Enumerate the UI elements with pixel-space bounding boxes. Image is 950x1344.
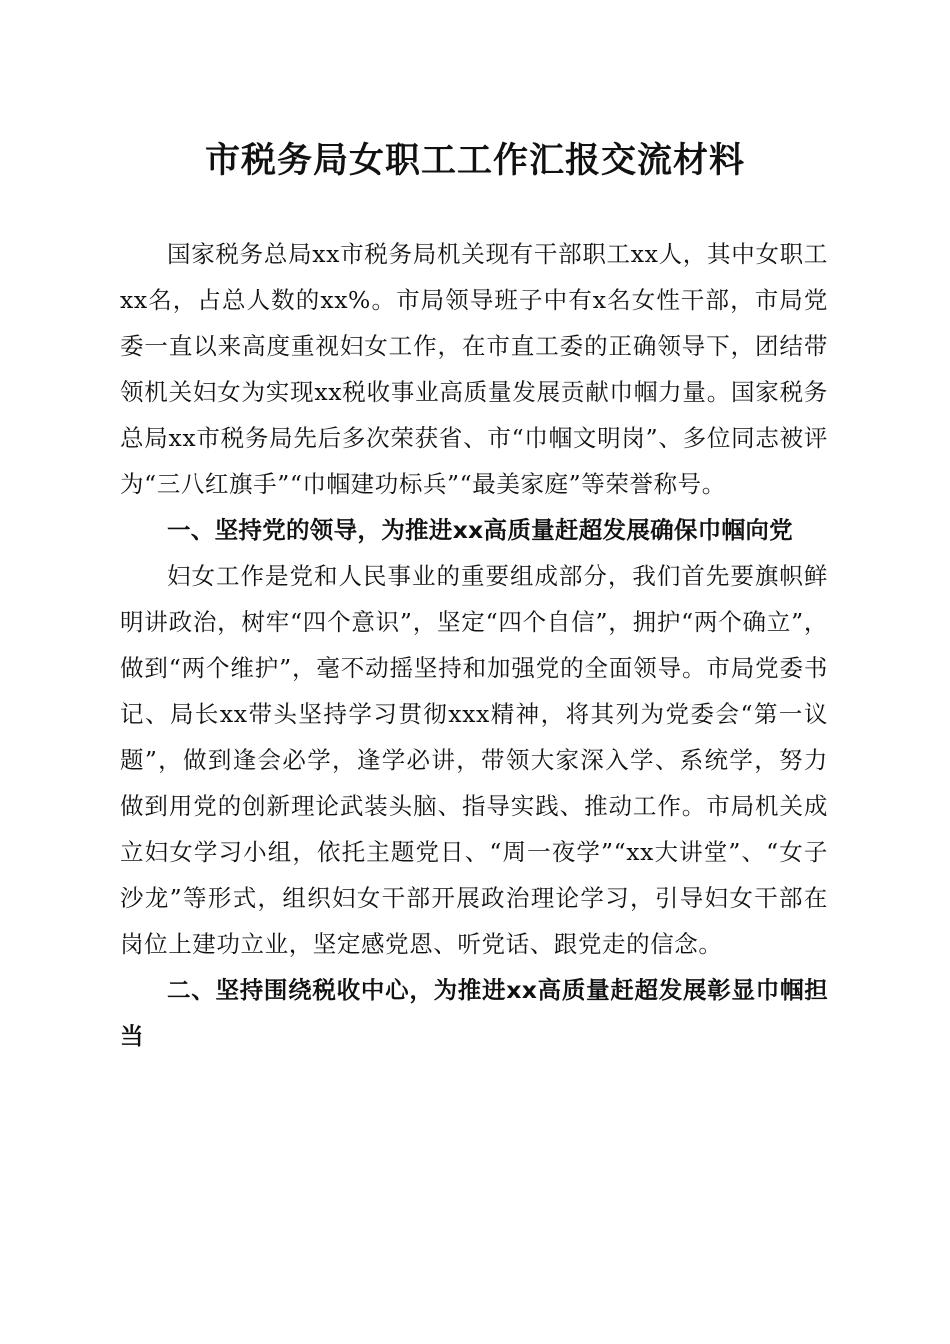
section-heading-1: 一、坚持党的领导，为推进xx高质量赶超发展确保巾帼向党 bbox=[167, 516, 793, 544]
intro-paragraph: 国家税务总局xx市税务局机关现有干部职工xx人，其中女职工xx名，占总人数的xx%。市局领导班子中有x名女性干部，市局党委一直以来高度重视妇女工作，在市直工委的正确领导下，团结带领机关妇女为实现xx税收事业高质量发展贡献巾帼力量。国家税务总局xx市税务局先后多次荣获省、市“巾帼文明岗”、多位同志被评为“三八红旗手”“巾帼建功标兵”“最美家庭”等荣誉称号。 bbox=[120, 240, 828, 498]
document-body bbox=[120, 231, 828, 1059]
section-paragraph-1: 妇女工作是党和人民事业的重要组成部分，我们首先要旗帜鲜明讲政治，树牢“四个意识”，坚定“四个自信”，拥护“两个确立”，做到“两个维护”，毫不动摇坚持和加强党的全面领导。市局党委书记、局长xx带头坚持学习贯彻xxx精神，将其列为党委会“第一议题”，做到逢会必学，逢学必讲，带领大家深入学、系统学，努力做到用党的创新理论武装头脑、指导实践、推动工作。市局机关成立妇女学习小组，依托主题党日、“周一夜学”“xx大讲堂”、“女子沙龙”等形式，组织妇女干部开展政治理论学习，引导妇女干部在岗位上建功立业，坚定感党恩、听党话、跟党走的信念。 bbox=[120, 562, 828, 958]
section-heading-2: 二、坚持围绕税收中心，为推进xx高质量赶超发展彰显巾帼担当 bbox=[120, 976, 828, 1050]
document-title: 市税务局女职工工作汇报交流材料 bbox=[204, 140, 745, 181]
